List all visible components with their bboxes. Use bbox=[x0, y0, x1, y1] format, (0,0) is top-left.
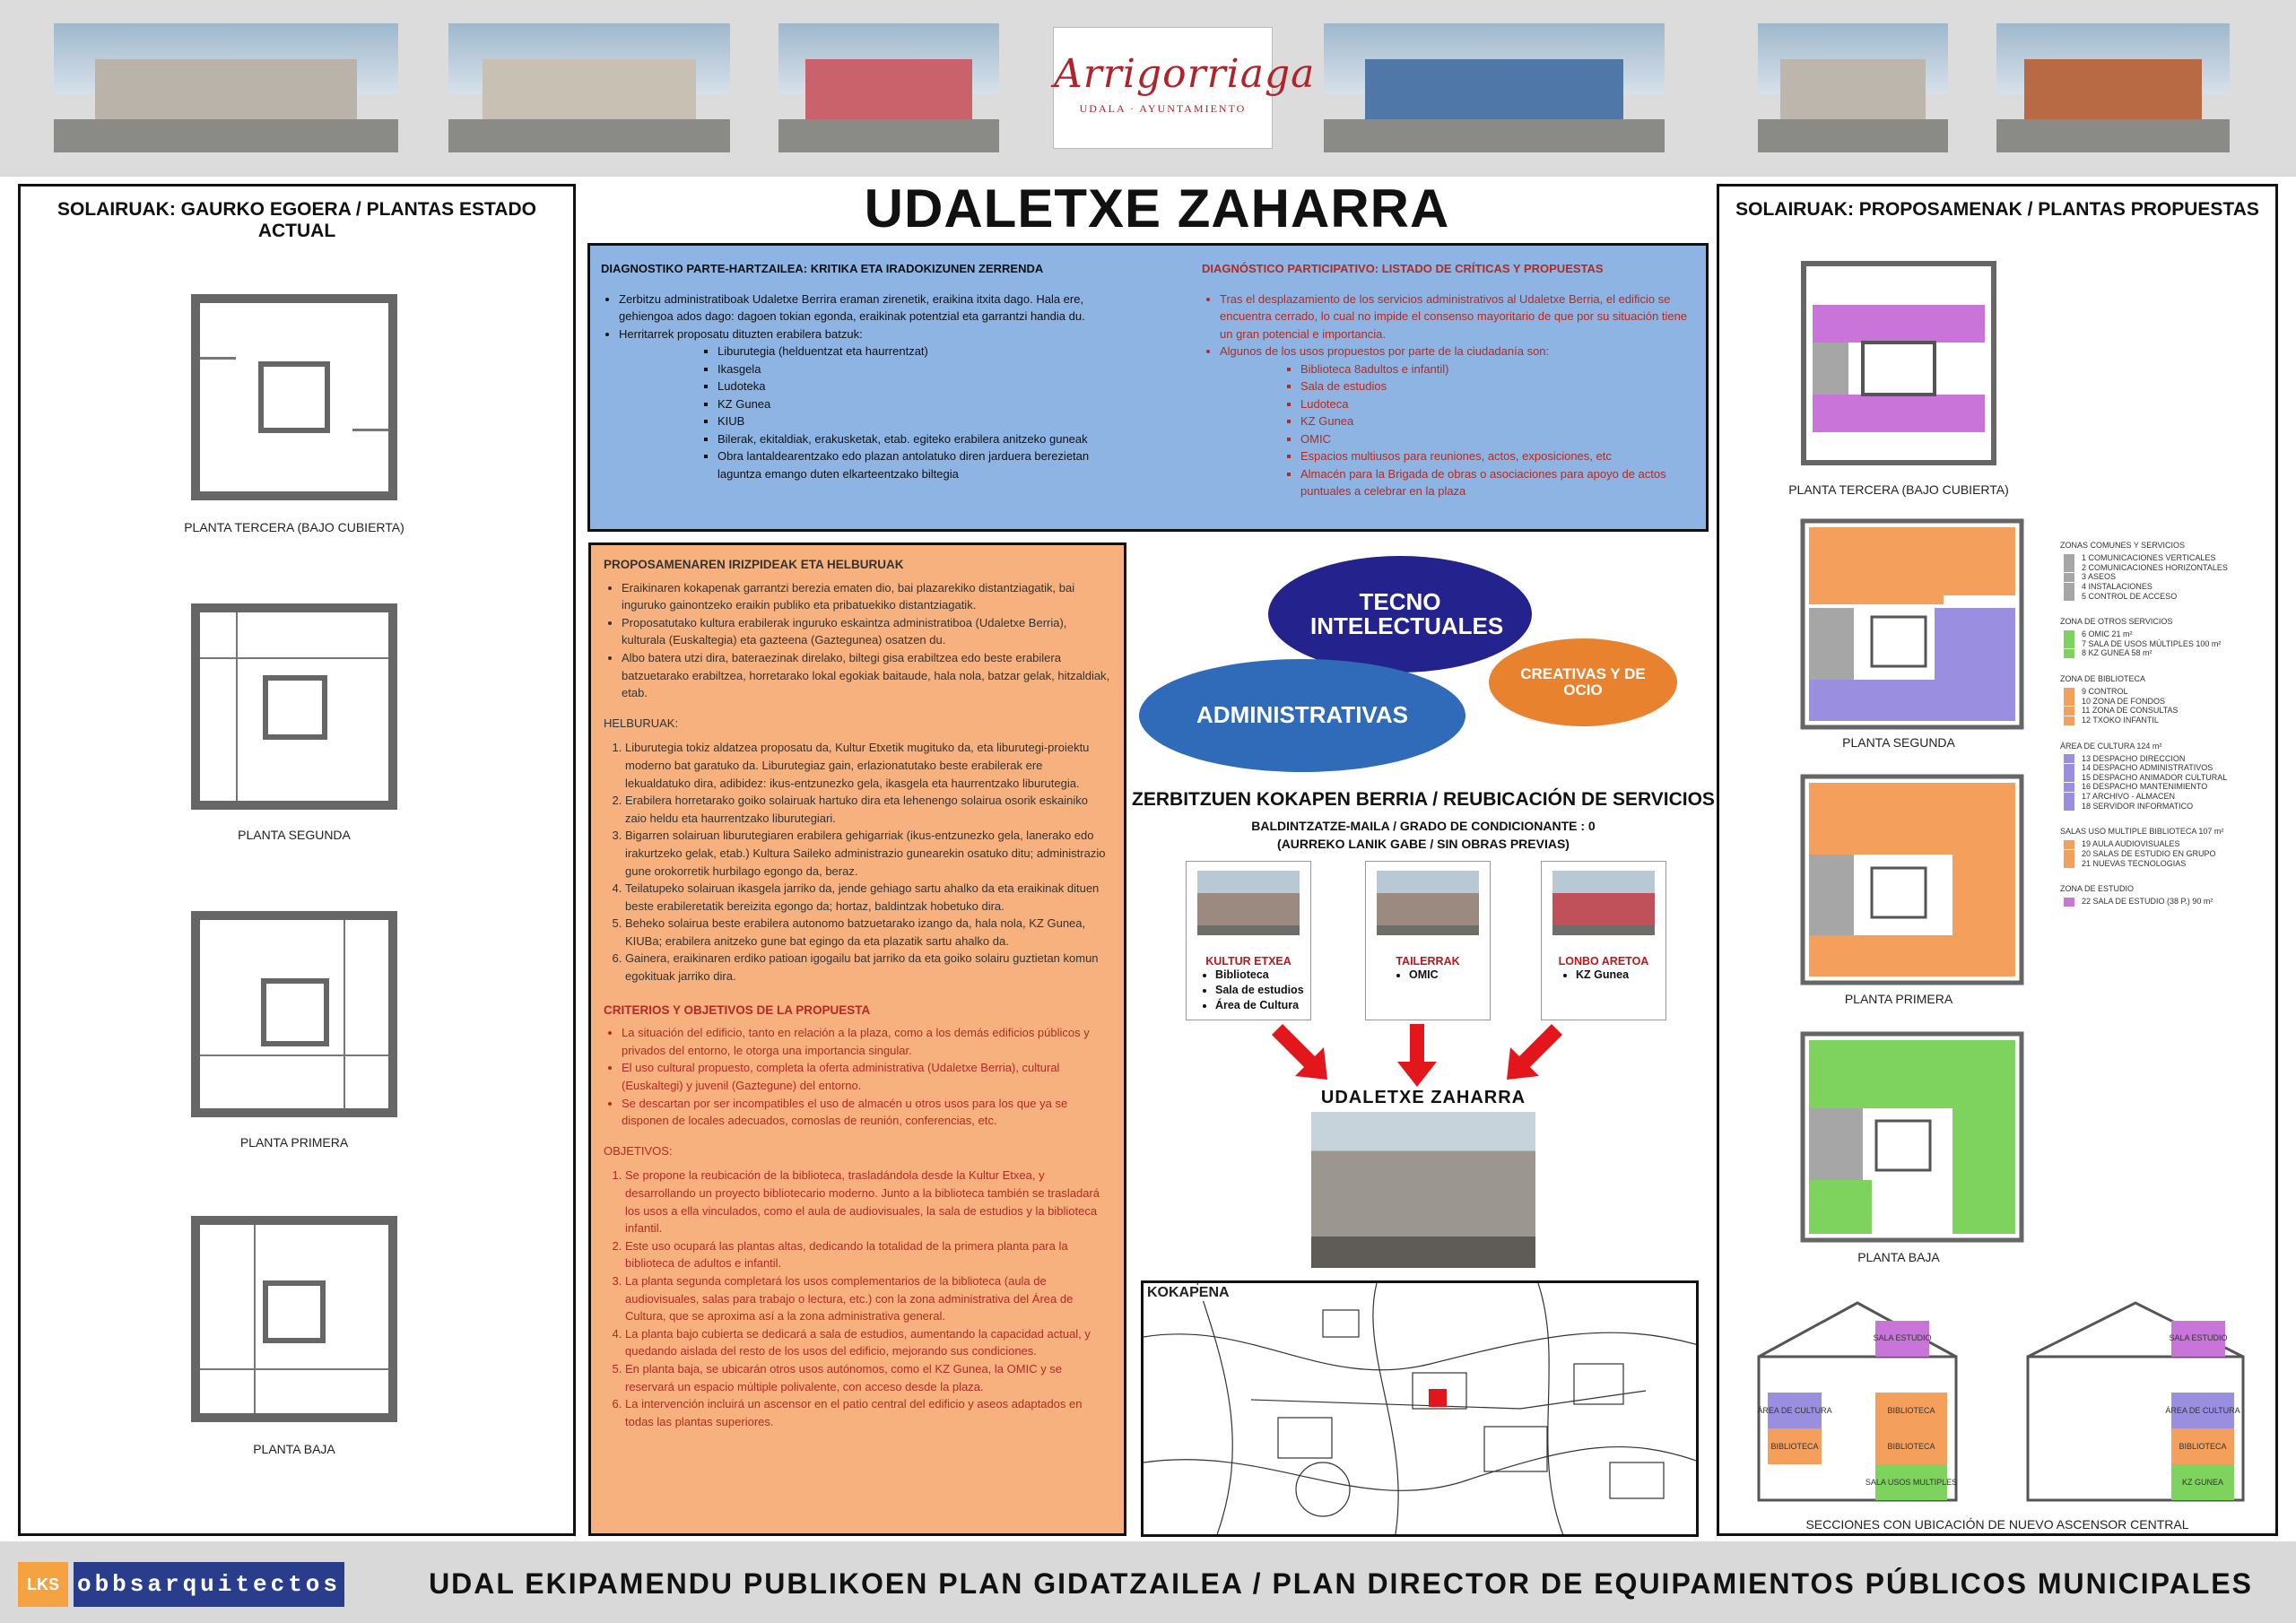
plan-label: PLANTA BAJA bbox=[1857, 1250, 1940, 1264]
list-item: 6. La intervención incluirá un ascensor en el patio central del edificio y aseos adaptados en todas las plantas superiores. bbox=[625, 1395, 1111, 1430]
legend-swatch bbox=[2064, 898, 2074, 907]
legend-item: 15 DESPACHO ANIMADOR CULTURAL bbox=[2082, 772, 2228, 782]
building-photo bbox=[1996, 23, 2230, 152]
list-item: ▪ KZ Gunea bbox=[718, 395, 1103, 413]
legend-item: 10 ZONA DE FONDOS bbox=[2082, 696, 2166, 706]
section-label: SALA USOS MULTIPLES bbox=[1865, 1478, 1958, 1487]
list-item: ▪ OMIC bbox=[1300, 430, 1700, 448]
logo-wordmark: Arrigorriaga bbox=[1054, 51, 1316, 97]
legend-item: 11 ZONA DE CONSULTAS bbox=[2082, 706, 2179, 716]
legend-swatch bbox=[2064, 630, 2074, 639]
legend-item: 19 AULA AUDIOVISUALES bbox=[2082, 839, 2180, 849]
relocation-arrows bbox=[1256, 1022, 1578, 1089]
list-item: 2. Este uso ocupará las plantas altas, dedicando la totalidad de la primera planta para la biblioteca de adultos e infantil. bbox=[625, 1237, 1111, 1272]
building-photo bbox=[448, 23, 730, 152]
building-photo bbox=[778, 23, 999, 152]
list-item: 3. La planta segunda completará los usos complementarios de la biblioteca (aula de audiovisuales, salas para trabajo o lectura, etc.) con la zona administrativa del Área de Cultura, que se aproxima así a la zona administrativa general. bbox=[625, 1272, 1111, 1325]
list-item: 1. Se propone la reubicación de la biblioteca, trasladándola desde la Kultur Etxea, y desarrollando un proyecto bibliotecario moderno. Junto a la biblioteca también se trasladará los usos a ella vinculados, como el aula de audiovisuales, la sala de estudios y la biblioteca infantil. bbox=[625, 1167, 1111, 1237]
service-card bbox=[1541, 861, 1666, 1020]
diagnosis-es-bullet: • Tras el desplazamiento de los servicios administrativos al Udaletxe Berria, el edificio se encuentra cerrado, lo cual no impide el consenso mayoritario de que por su situación tiene un gran potencial e importancia. bbox=[1220, 291, 1700, 343]
footer-title: UDAL EKIPAMENDU PUBLIKOEN PLAN GIDATZAILEA / PLAN DIRECTOR DE EQUIPAMIENTOS PÚBLICOS MUNICIPALES bbox=[429, 1567, 2253, 1600]
legend-item: 7 SALA DE USOS MÚLTIPLES 100 m² bbox=[2082, 638, 2222, 648]
floor-plan bbox=[1800, 774, 2024, 985]
list-item: ▪ Almacén para la Brigada de obras o asociaciones para apoyo de actos puntuales a celebrar en la plaza bbox=[1300, 465, 1700, 500]
legend-swatch bbox=[2064, 802, 2074, 811]
legend-item: 3 ASEOS bbox=[2082, 572, 2117, 582]
legend-item: 1 COMUNICACIONES VERTICALES bbox=[2082, 553, 2216, 562]
list-item: ▪ KIUB bbox=[718, 412, 1103, 430]
section-label: BIBLIOTECA bbox=[1887, 1406, 1935, 1415]
lks-logo: LKS bbox=[18, 1562, 68, 1607]
legend-swatch bbox=[2064, 688, 2074, 697]
legend-item: 18 SERVIDOR INFORMATICO bbox=[2082, 801, 2194, 811]
list-item: ▪ KZ Gunea bbox=[1300, 412, 1700, 430]
plan-label: PLANTA PRIMERA bbox=[1844, 992, 1953, 1006]
diagnosis-eu-bullet-text: Herritarrek proposatu dituzten erabilera batzuk: bbox=[619, 326, 863, 341]
logo-subtitle: UDALA · AYUNTAMIENTO bbox=[1079, 102, 1247, 115]
legend-item: 22 SALA DE ESTUDIO (38 P.) 90 m² bbox=[2082, 897, 2213, 907]
floor-plan bbox=[191, 603, 397, 810]
diagnosis-es-bullet bbox=[1220, 343, 1700, 500]
legend-swatch bbox=[2064, 716, 2074, 725]
diagnosis-panel bbox=[587, 243, 1709, 532]
legend-item: 12 TXOKO INFANTIL bbox=[2082, 715, 2159, 725]
legend-item: 9 CONTROL bbox=[2082, 687, 2128, 696]
legend-group: ÁREA DE CULTURA 124 m² bbox=[2060, 741, 2162, 751]
list-item: ▪ Ludoteca bbox=[1300, 395, 1700, 413]
legend-item: 20 SALAS DE ESTUDIO EN GRUPO bbox=[2082, 848, 2216, 858]
legend-item: 16 DESPACHO MANTENIMIENTO bbox=[2082, 782, 2208, 792]
current-plans-panel bbox=[18, 184, 576, 1536]
old-town-hall-photo bbox=[1311, 1112, 1535, 1268]
section-label: SALA ESTUDIO bbox=[2169, 1333, 2228, 1342]
legend-swatch bbox=[2064, 592, 2074, 601]
proposal-panel bbox=[588, 542, 1126, 1536]
section-label: BIBLIOTECA bbox=[2179, 1442, 2227, 1451]
plan-label: PLANTA TERCERA (BAJO CUBIERTA) bbox=[184, 520, 404, 534]
arrow-icon bbox=[1507, 1024, 1562, 1080]
legend-item: 2 COMUNICACIONES HORIZONTALES bbox=[2082, 562, 2228, 572]
proposed-plans-panel bbox=[1717, 184, 2278, 1536]
legend-swatch bbox=[2064, 583, 2074, 592]
legend-item: 4 INSTALACIONES bbox=[2082, 581, 2152, 591]
list-item: 2. Erabilera horretarako goiko solairuak hartuko dira eta lehenengo solairua osorik eskainiko zaio heldu eta haurrentzako liburutegiari. bbox=[625, 792, 1111, 827]
list-item: • Proposatutako kultura erabilerak inguruko eskaintza administratiboa (Udaletxe Berria), kulturala (Euskaltegia) eta gazteena (Gaztegunea) osatzen du. bbox=[622, 614, 1111, 649]
floor-plan bbox=[191, 1216, 397, 1422]
diagnosis-es-title: DIAGNÓSTICO PARTICIPATIVO: LISTADO DE CRÍTICAS Y PROPUESTAS bbox=[1202, 262, 1604, 275]
list-item: 3. Bigarren solairuan liburutegiaren erabilera gehigarriak (ikus-entzunezko gela, lanerako edo irakurtzeko gelak, etab.) Kultura Saileko administrazio gunearekin osatuko ditu; administrazio gune orokorretik hurbilago egongo da, beraz. bbox=[625, 827, 1111, 880]
legend-swatch bbox=[2064, 773, 2074, 782]
building-photo bbox=[1377, 871, 1479, 935]
target-building-label: UDALETXE ZAHARRA bbox=[1320, 1088, 1526, 1107]
creativas-ellipse bbox=[1489, 638, 1677, 726]
obbs-logo: obbsarquitectos bbox=[74, 1562, 344, 1607]
relocation-grade: BALDINTZATZE-MAILA / GRADO DE CONDICIONANTE : 0 bbox=[1251, 819, 1596, 833]
relocation-title: ZERBITZUEN KOKAPEN BERRIA / REUBICACIÓN DE SERVICIOS bbox=[1132, 789, 1715, 810]
list-item: 4. La planta bajo cubierta se dedicará a sala de estudios, aumentando la capacidad actual, y quedando aislada del resto de los usos del edificio, mejorando sus condiciones. bbox=[625, 1325, 1111, 1360]
diagnosis-basque bbox=[601, 260, 1103, 482]
arrigorriaga-logo bbox=[1053, 27, 1316, 149]
section-label: SALA ESTUDIO bbox=[1873, 1333, 1932, 1342]
floor-plan bbox=[1800, 1031, 2024, 1243]
list-item: 1. Liburutegia tokiz aldatzea proposatu da, Kultur Etxetik mugituko da, eta liburutegi-proiektu moderno bat garatuko da. Liburutegiaz gain, erlazionatutako beste erabilerak ere lekualdatuko dira, adibidez: ikus-entzunezko gela, ikasgela eta haurrentzako liburutegia. bbox=[625, 739, 1111, 792]
goals-eu-heading: HELBURUAK: bbox=[604, 716, 679, 730]
map-drawing bbox=[1144, 1283, 1699, 1537]
legend-group: SALAS USO MULTIPLE BIBLIOTECA 107 m² bbox=[2060, 827, 2224, 837]
arrow-icon bbox=[1272, 1024, 1327, 1080]
list-item: • OMIC bbox=[1409, 968, 1490, 983]
card-title: TAILERRAK bbox=[1396, 955, 1460, 968]
list-item: • Sala de estudios bbox=[1215, 983, 1310, 998]
building-photo bbox=[54, 23, 398, 152]
building-sections bbox=[1741, 1294, 2261, 1509]
list-item: • Área de Cultura bbox=[1215, 998, 1310, 1013]
building-photo bbox=[1758, 23, 1948, 152]
list-item: • Eraikinaren kokapenak garrantzi berezia ematen dio, bai plazarekiko distantziagatik, bai inguruko gainontzeko eraikin publiko eta pribatuekiko distantziagatik. bbox=[622, 579, 1111, 614]
tecno-intelectuales-ellipse bbox=[1268, 556, 1532, 673]
legend-swatch bbox=[2064, 793, 2074, 802]
floor-plan bbox=[191, 911, 397, 1117]
relocation-note: (AURREKO LANIK GABE / SIN OBRAS PREVIAS) bbox=[1277, 837, 1570, 851]
legend-swatch bbox=[2064, 754, 2074, 763]
current-plans-title: SOLAIRUAK: GAURKO EGOERA / PLANTAS ESTADO ACTUAL bbox=[57, 199, 536, 241]
legend-swatch bbox=[2064, 573, 2074, 582]
legend-item: 17 ARCHIVO - ALMACEN bbox=[2082, 792, 2176, 801]
legend-group: ZONA DE ESTUDIO bbox=[2060, 884, 2135, 894]
legend-item: 13 DESPACHO DIRECCION bbox=[2082, 753, 2186, 763]
ellipse-label: CREATIVAS Y DE OCIO bbox=[1520, 665, 1646, 699]
legend bbox=[2060, 541, 2266, 907]
diagnosis-eu-bullet: • Zerbitzu administratiboak Udaletxe Berrira eraman zirenetik, eraikina itxita dago. Hala ere, gehiengoa ados dago: dagoen tokian egonda, eraikinak potentzial eta garrantzi handia du. bbox=[619, 291, 1103, 325]
legend-swatch bbox=[2064, 639, 2074, 648]
legend-group: ZONA DE OTROS SERVICIOS bbox=[2060, 617, 2173, 627]
diagnosis-es-bullet-text: Algunos de los usos propuestos por parte de la ciudadanía son: bbox=[1220, 344, 1550, 358]
proposal-es-title: CRITERIOS Y OBJETIVOS DE LA PROPUESTA bbox=[604, 1002, 871, 1017]
relocation-subtitle bbox=[1132, 817, 1715, 853]
list-item: ▪ Biblioteca 8adultos e infantil) bbox=[1300, 360, 1700, 378]
administrativas-ellipse bbox=[1139, 659, 1465, 772]
legend-item: 8 KZ GUNEA 58 m² bbox=[2082, 648, 2152, 658]
list-item: • Albo batera utzi dira, bateraezinak direlako, biltegi gisa erabiltzea edo beste erabilera batzuetarako erabiltzea, horretarako lokal egokiak baitaude, hala nola, batzar gelak, hitzaldiak, etab. bbox=[622, 649, 1111, 702]
plan-label: PLANTA TERCERA (BAJO CUBIERTA) bbox=[1788, 482, 2009, 497]
list-item: • Se descartan por ser incompatibles el uso de almacén u otros usos para los que ya se disponen de locales adecuados, comoslas de reunión, conferencias, etc. bbox=[622, 1095, 1111, 1130]
plan-label: PLANTA SEGUNDA bbox=[238, 828, 351, 842]
plan-label: PLANTA BAJA bbox=[253, 1442, 335, 1456]
legend-item: 21 NUEVAS TECNOLOGIAS bbox=[2082, 858, 2187, 868]
sections-caption: SECCIONES CON UBICACIÓN DE NUEVO ASCENSOR CENTRAL bbox=[1805, 1517, 2189, 1532]
legend-item: 14 DESPACHO ADMINISTRATIVOS bbox=[2082, 763, 2213, 773]
section-label: BIBLIOTECA bbox=[1770, 1442, 1819, 1451]
proposed-plans-title: SOLAIRUAK: PROPOSAMENAK / PLANTAS PROPUESTAS bbox=[1735, 199, 2259, 220]
list-item: ▪ Sala de estudios bbox=[1300, 378, 1700, 395]
service-card bbox=[1365, 861, 1491, 1020]
legend-swatch bbox=[2064, 554, 2074, 563]
section-label: BIBLIOTECA bbox=[1887, 1442, 1935, 1451]
list-item: ▪ Obra lantaldearentzako edo plazan antolatuko diren jarduera berezietan laguntza emango duten elkarteentzako biltegia bbox=[718, 447, 1103, 482]
legend-swatch bbox=[2064, 707, 2074, 716]
objectives-es-heading: OBJETIVOS: bbox=[604, 1143, 673, 1158]
section-label: ÁREA DE CULTURA bbox=[1757, 1406, 1832, 1415]
legend-swatch bbox=[2064, 697, 2074, 706]
list-item: 5. Beheko solairua beste erabilera autonomo batzuetarako izango da, hala nola, KZ Gunea, KIUBa; erabilera anitzeko gune bat egingo da eta plazatik sartu ahalko da. bbox=[625, 915, 1111, 950]
list-item: ▪ Espacios multiusos para reuniones, actos, exposiciones, etc bbox=[1300, 447, 1700, 465]
card-title: LONBO ARETOA bbox=[1558, 955, 1649, 968]
section-label: ÁREA DE CULTURA bbox=[2165, 1406, 2240, 1415]
list-item: ▪ Bilerak, ekitaldiak, erakusketak, etab. egiteko erabilera anitzeko guneak bbox=[718, 430, 1103, 448]
card-title: KULTUR ETXEA bbox=[1205, 955, 1292, 968]
list-item: • La situación del edificio, tanto en relación a la plaza, como a los demás edificios públicos y privados del entorno, le otorga una importancia singular. bbox=[622, 1024, 1111, 1059]
legend-swatch bbox=[2064, 764, 2074, 773]
legend-item: 6 OMIC 21 m² bbox=[2082, 629, 2133, 639]
floor-plan bbox=[1800, 260, 1997, 466]
legend-swatch bbox=[2064, 563, 2074, 572]
arrow-icon bbox=[1397, 1024, 1437, 1087]
list-item: • KZ Gunea bbox=[1576, 968, 1665, 983]
list-item: 5. En planta baja, se ubicarán otros usos autónomos, como el KZ Gunea, la OMIC y se reservará un espacio múltiple polivalente, con acceso desde la plaza. bbox=[625, 1360, 1111, 1395]
ellipse-label: TECNO INTELECTUALES bbox=[1310, 587, 1504, 639]
list-item: • El uso cultural propuesto, completa la oferta administrativa (Udaletxe Berria), cultural (Euskaltegi) y juvenil (Gaztegune) del entorno. bbox=[622, 1059, 1111, 1094]
diagnosis-spanish bbox=[1202, 260, 1700, 500]
page-title: UDALETXE ZAHARRA bbox=[864, 178, 1450, 239]
list-item: • Biblioteca bbox=[1215, 968, 1310, 983]
section-label: KZ GUNEA bbox=[2181, 1478, 2224, 1487]
diagnosis-eu-title: DIAGNOSTIKO PARTE-HARTZAILEA: KRITIKA ETA IRADOKIZUNEN ZERRENDA bbox=[601, 262, 1044, 275]
legend-group: ZONA DE BIBLIOTECA bbox=[2060, 674, 2146, 683]
list-item: ▪ Liburutegia (helduentzat eta haurrentzat) bbox=[718, 343, 1103, 360]
legend-item: 5 CONTROL DE ACCESO bbox=[2082, 591, 2178, 601]
floor-plan bbox=[1800, 518, 2024, 730]
building-photo bbox=[1324, 23, 1665, 152]
list-item: 4. Teilatupeko solairuan ikasgela jarriko da, jende gehiago sartu ahalko da eta eraikinak dituen beste erabileretatik bereizita egongo da; hortaz, baldintzak hobetuko dira. bbox=[625, 880, 1111, 915]
legend-swatch bbox=[2064, 649, 2074, 658]
diagnosis-eu-bullet bbox=[619, 325, 1103, 483]
map-title: KOKAPENA bbox=[1147, 1285, 1230, 1300]
legend-swatch bbox=[2064, 840, 2074, 849]
proposal-eu-title: PROPOSAMENAREN IRIZPIDEAK ETA HELBURUAK bbox=[604, 558, 904, 571]
service-card bbox=[1186, 861, 1311, 1020]
location-map bbox=[1141, 1280, 1699, 1537]
list-item: 6. Gainera, eraikinaren erdiko patioan igogailu bat jarriko da eta goiko solairu guztietan komun egokituak jarriko dira. bbox=[625, 950, 1111, 985]
plan-label: PLANTA SEGUNDA bbox=[1842, 735, 1955, 750]
legend-group: ZONAS COMUNES Y SERVICIOS bbox=[2060, 541, 2186, 550]
building-photo bbox=[1552, 871, 1655, 935]
ellipse-label: ADMINISTRATIVAS bbox=[1196, 701, 1408, 729]
building-photo bbox=[1197, 871, 1300, 935]
floor-plan bbox=[191, 294, 397, 500]
legend-swatch bbox=[2064, 859, 2074, 868]
building-marker bbox=[1429, 1389, 1447, 1407]
list-item: ▪ Ikasgela bbox=[718, 360, 1103, 378]
legend-swatch bbox=[2064, 783, 2074, 792]
list-item: ▪ Ludoteka bbox=[718, 378, 1103, 395]
legend-swatch bbox=[2064, 850, 2074, 859]
plan-label: PLANTA PRIMERA bbox=[239, 1135, 349, 1150]
